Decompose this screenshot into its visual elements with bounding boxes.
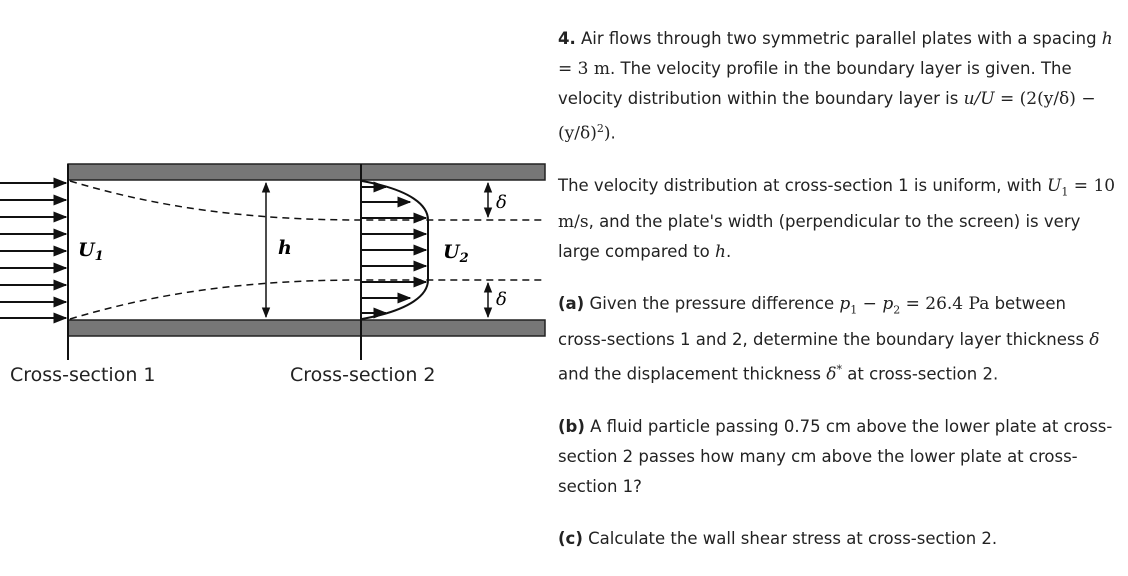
lower-plate [68, 320, 545, 336]
profile-velocity-arrows [362, 187, 426, 313]
lower-boundary-layer-edge [70, 280, 545, 319]
label-cross-section-2: Cross-section 2 [290, 364, 436, 386]
upper-plate [68, 164, 545, 180]
problem-statement [558, 24, 1118, 576]
label-u1: $U_1$ [78, 239, 104, 264]
problem-part-c: (c) Calculate the wall shear stress at cross-section 2. [558, 528, 998, 548]
channel-flow-diagram [0, 0, 550, 552]
problem-intro: 4. Air flows through two symmetric parallel plates with a spacing h = 3 m. The velocity profile in the boundary layer is given. The velocity distribution within the boundary layer is $u/U = (2(y/\delta) - (y/\delta)^2)$. [558, 29, 1113, 144]
problem-conditions: The velocity distribution at cross-section 1 is uniform, with $U_1 = 10$ m/s, and the plate's width (perpendicular to the screen) is very large compared to h. [558, 175, 1116, 262]
label-delta-top: δ [496, 192, 507, 213]
inlet-velocity-arrows [0, 183, 66, 318]
label-delta-bottom: δ [496, 289, 507, 310]
label-u2: $U_2$ [443, 241, 469, 266]
problem-part-b: (b) A fluid particle passing 0.75 cm above the lower plate at cross-section 2 passes how many cm above the lower plate at cross-section 1? [558, 416, 1113, 496]
label-cross-section-1: Cross-section 1 [10, 364, 156, 386]
label-h: h [278, 237, 292, 259]
problem-part-a: (a) Given the pressure difference $p_1 - p_2 = 26.4$ Pa between cross-sections 1 and 2, determine the boundary layer thickness δ and the displacement thickness δ* at cross-section 2. [558, 293, 1100, 385]
upper-boundary-layer-edge [70, 181, 545, 220]
